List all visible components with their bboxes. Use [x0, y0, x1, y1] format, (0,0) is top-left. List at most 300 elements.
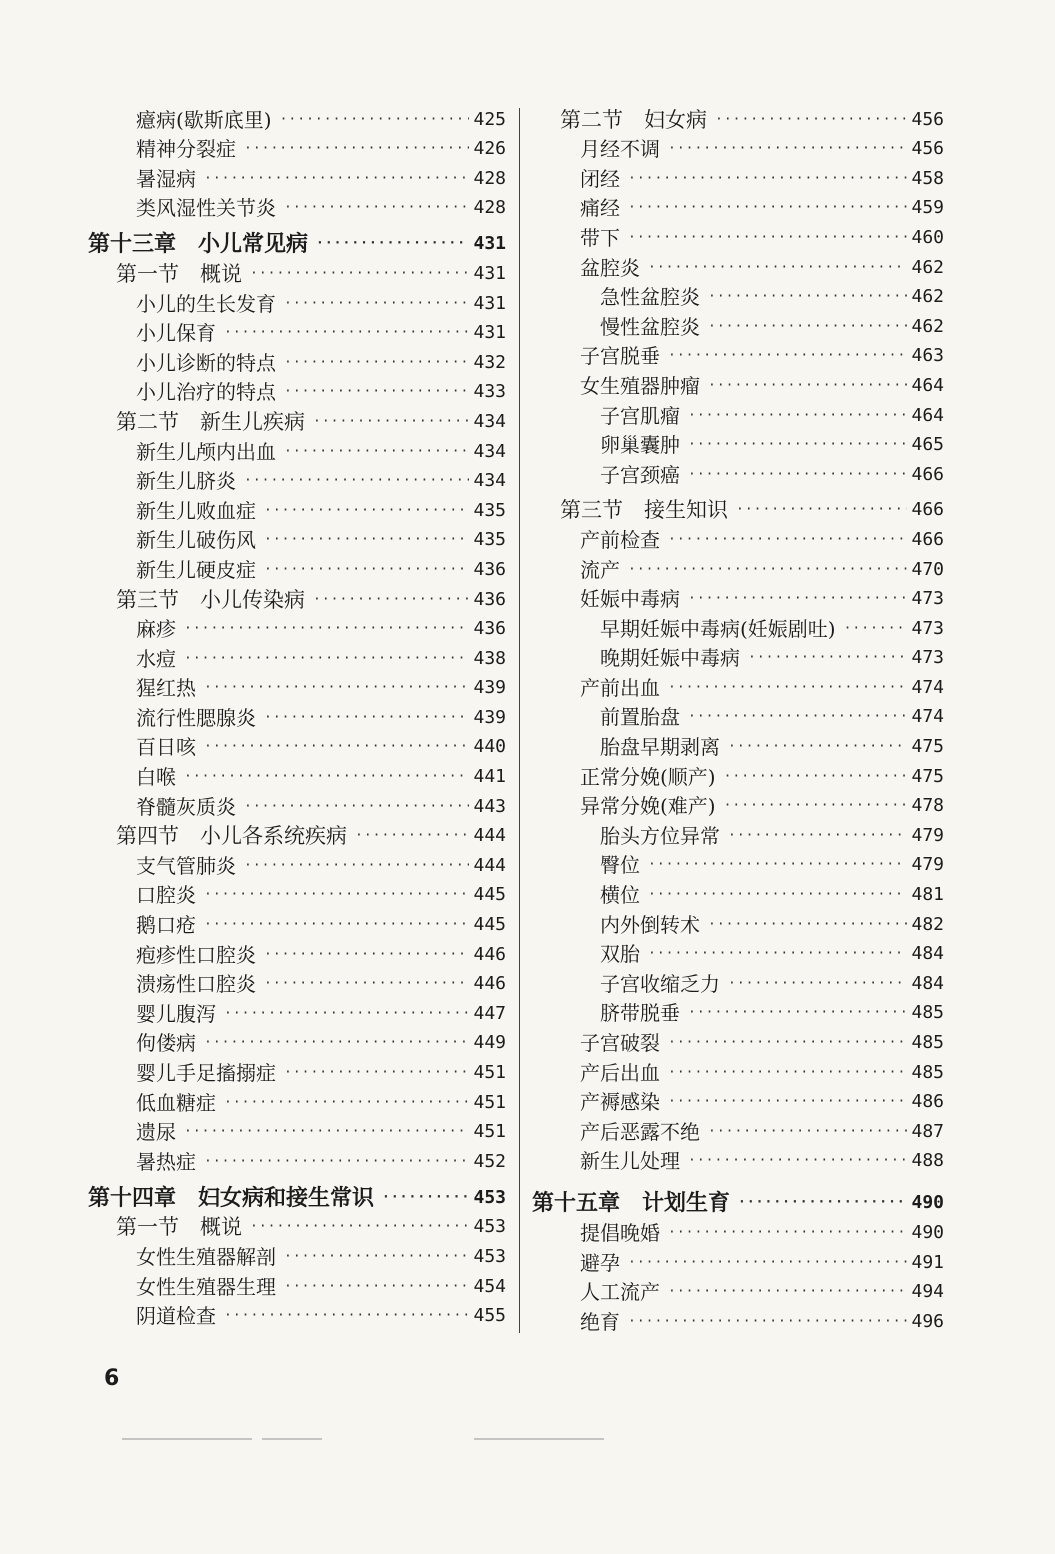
toc-entry-title: 新生儿硬皮症: [136, 557, 256, 582]
toc-entry-page: 462: [911, 256, 944, 278]
toc-entry-page: 465: [911, 434, 944, 456]
toc-entry-page: 490: [911, 1192, 944, 1214]
dot-leader: [284, 1066, 469, 1080]
toc-entry-title: 带下: [580, 225, 620, 250]
toc-entry-page: 479: [911, 824, 944, 846]
toc-entry-title: 第一节 概说: [116, 261, 242, 286]
toc-entry-title: 绝育: [580, 1309, 620, 1334]
toc-entry: [532, 1274, 944, 1304]
dot-leader: [628, 172, 907, 186]
dot-leader: [204, 1036, 469, 1050]
dot-leader: [204, 681, 469, 695]
toc-entry-title: 水痘: [136, 646, 176, 671]
dot-leader: [184, 1125, 469, 1139]
toc-entry: [88, 1114, 506, 1144]
toc-entry-title: 暑湿病: [136, 166, 196, 191]
toc-entry: [88, 1298, 506, 1328]
toc-entry-title: 产前出血: [580, 675, 660, 700]
dot-leader: [355, 829, 469, 843]
toc-entry: [88, 1238, 506, 1268]
toc-entry: [88, 255, 506, 285]
dot-leader: [668, 681, 907, 695]
toc-entry: [88, 699, 506, 729]
toc-entry: [88, 101, 506, 131]
toc-entry-page: 443: [473, 795, 506, 817]
toc-entry: [88, 729, 506, 759]
toc-entry-title: 癔病(歇斯底里): [136, 107, 272, 132]
toc-entry: [88, 611, 506, 641]
toc-entry-page: 434: [473, 470, 506, 492]
toc-entry-page: 475: [911, 765, 944, 787]
toc-entry-page: 438: [473, 647, 506, 669]
dot-leader: [688, 1006, 907, 1020]
toc-entry-title: 新生儿破伤风: [136, 528, 256, 553]
dot-leader: [728, 977, 907, 991]
toc-entry-title: 第三节 接生知识: [560, 498, 728, 523]
dot-leader: [668, 1036, 907, 1050]
dot-leader: [280, 113, 470, 127]
toc-entry-title: 脊髓灰质炎: [136, 794, 236, 819]
toc-entry-title: 口腔炎: [136, 883, 196, 908]
toc-entry: [532, 492, 944, 522]
dot-leader: [244, 859, 469, 873]
toc-entry-page: 475: [911, 736, 944, 758]
toc-entry-title: 小儿保育: [136, 321, 216, 346]
toc-entry-page: 466: [911, 528, 944, 550]
dot-leader: [284, 385, 469, 399]
dot-leader: [688, 710, 907, 724]
toc-entry-title: 疱疹性口腔炎: [136, 942, 256, 967]
dot-leader: [284, 297, 469, 311]
dot-leader: [668, 349, 907, 363]
toc-entry-page: 486: [911, 1091, 944, 1113]
column-divider: [519, 108, 520, 1333]
toc-entry: [88, 906, 506, 936]
toc-entry-title: 新生儿处理: [580, 1149, 680, 1174]
dot-leader: [264, 711, 469, 725]
toc-entry-title: 小儿诊断的特点: [136, 350, 276, 375]
dot-leader: [708, 918, 907, 932]
dot-leader: [688, 468, 907, 482]
toc-entry: [88, 315, 506, 345]
dot-leader: [313, 593, 469, 607]
toc-entry-page: 459: [911, 197, 944, 219]
toc-entry-title: 流行性腮腺炎: [136, 705, 256, 730]
toc-entry: [88, 1054, 506, 1084]
dot-leader: [204, 888, 469, 902]
toc-entry-page: 479: [911, 854, 944, 876]
toc-entry: [532, 190, 944, 220]
toc-entry: [88, 160, 506, 190]
toc-entry: [532, 456, 944, 486]
toc-entry-page: 484: [911, 943, 944, 965]
toc-entry-title: 子宫颈癌: [600, 462, 680, 487]
toc-entry-page: 434: [473, 440, 506, 462]
toc-entry: [532, 876, 944, 906]
toc-entry-title: 胎头方位异常: [600, 823, 720, 848]
toc-entry-page: 436: [473, 588, 506, 610]
toc-entry: [88, 285, 506, 315]
dot-leader: [668, 1285, 907, 1299]
dot-leader: [284, 1250, 469, 1264]
page-number: 6: [104, 1366, 120, 1391]
dot-leader: [738, 1196, 907, 1210]
toc-entry: [88, 551, 506, 581]
toc-entry: [532, 338, 944, 368]
dot-leader: [264, 504, 469, 518]
toc-entry-title: 类风湿性关节炎: [136, 196, 276, 221]
toc-entry-page: 431: [473, 322, 506, 344]
toc-entry-title: 新生儿脐炎: [136, 469, 236, 494]
toc-entry: [88, 433, 506, 463]
toc-entry: [88, 1084, 506, 1114]
toc-entry-title: 卵巢囊肿: [600, 433, 680, 458]
toc-entry-title: 婴儿腹泻: [136, 1001, 216, 1026]
toc-entry: [88, 1268, 506, 1298]
toc-entry-title: 新生儿颅内出血: [136, 439, 276, 464]
toc-entry: [88, 522, 506, 552]
toc-entry-title: 产前检查: [580, 527, 660, 552]
toc-entry-page: 456: [911, 138, 944, 160]
toc-entry-title: 急性盆腔炎: [600, 285, 700, 310]
toc-entry-page: 482: [911, 913, 944, 935]
dot-leader: [628, 563, 907, 577]
scan-smudge: [122, 1438, 252, 1440]
toc-entry-page: 488: [911, 1150, 944, 1172]
toc-entry-page: 454: [473, 1275, 506, 1297]
toc-entry: [532, 427, 944, 457]
dot-leader: [688, 438, 907, 452]
dot-leader: [668, 142, 907, 156]
toc-entry-page: 431: [473, 262, 506, 284]
toc-entry-page: 439: [473, 677, 506, 699]
toc-entry-page: 481: [911, 884, 944, 906]
toc-entry-title: 子宫收缩乏力: [600, 971, 720, 996]
dot-leader: [648, 947, 907, 961]
toc-entry: [88, 640, 506, 670]
toc-entry: [532, 906, 944, 936]
toc-entry: [532, 367, 944, 397]
toc-entry-page: 453: [473, 1216, 506, 1238]
toc-entry: [532, 610, 944, 640]
toc-entry-title: 异常分娩(难产): [580, 794, 716, 819]
dot-leader: [284, 445, 469, 459]
toc-entry-page: 432: [473, 351, 506, 373]
toc-entry-page: 436: [473, 558, 506, 580]
toc-entry-page: 451: [473, 1062, 506, 1083]
toc-entry-title: 女性生殖器生理: [136, 1274, 276, 1299]
toc-entry-title: 支气管肺炎: [136, 853, 236, 878]
toc-entry: [88, 670, 506, 700]
toc-column-left: [88, 101, 506, 1327]
toc-entry-page: 431: [473, 292, 506, 314]
dot-leader: [844, 622, 908, 636]
toc-entry: [88, 966, 506, 996]
toc-entry-page: 453: [473, 1186, 506, 1208]
dot-leader: [728, 829, 907, 843]
toc-entry-page: 451: [473, 1091, 506, 1113]
dot-leader: [264, 977, 469, 991]
toc-entry: [88, 581, 506, 611]
toc-entry: [88, 1173, 506, 1209]
toc-entry: [532, 581, 944, 611]
toc-entry-title: 子宫破裂: [580, 1031, 660, 1055]
toc-entry-page: 460: [911, 226, 944, 248]
dot-leader: [264, 563, 469, 577]
dot-leader: [648, 261, 907, 275]
toc-entry-page: 490: [911, 1221, 944, 1243]
toc-entry: [88, 219, 506, 258]
toc-entry-title: 内外倒转术: [600, 912, 700, 937]
dot-leader: [284, 201, 469, 215]
toc-entry: [532, 699, 944, 729]
toc-entry-title: 第十三章 小儿常见病: [88, 231, 309, 258]
toc-entry-page: 431: [473, 233, 506, 255]
toc-entry-page: 452: [473, 1150, 506, 1172]
toc-entry: [88, 403, 506, 433]
toc-entry-title: 子宫脱垂: [580, 344, 660, 369]
toc-entry-title: 第十四章 妇女病和接生常识: [88, 1184, 375, 1211]
toc-entry: [532, 1244, 944, 1274]
toc-entry-title: 小儿的生长发育: [136, 291, 276, 316]
toc-entry-page: 455: [473, 1305, 506, 1327]
toc-entry-page: 473: [911, 647, 944, 669]
toc-entry: [88, 1143, 506, 1173]
toc-entry: [88, 1025, 506, 1055]
toc-entry-page: 484: [911, 972, 944, 994]
toc-entry-title: 女性生殖器解剖: [136, 1244, 276, 1269]
toc-entry-title: 人工流产: [580, 1280, 660, 1305]
toc-entry: [532, 728, 944, 758]
toc-entry-title: 晚期妊娠中毒病: [600, 646, 740, 671]
toc-entry: [532, 1143, 944, 1173]
toc-entry: [532, 1178, 944, 1217]
toc-entry-title: 脐带脱垂: [600, 1001, 680, 1026]
toc-entry-title: 鹅口疮: [136, 913, 196, 938]
toc-entry-title: 流产: [580, 557, 620, 582]
toc-entry: [532, 847, 944, 877]
toc-entry: [532, 101, 944, 131]
dot-leader: [715, 113, 907, 127]
toc-entry: [88, 788, 506, 818]
toc-entry-title: 双胎: [600, 942, 640, 967]
toc-entry: [532, 936, 944, 966]
dot-leader: [382, 1191, 469, 1205]
dot-leader: [724, 799, 908, 813]
toc-entry: [532, 219, 944, 249]
toc-entry: [88, 374, 506, 404]
toc-entry-page: 439: [473, 706, 506, 728]
dot-leader: [284, 1280, 469, 1294]
toc-entry-title: 盆腔炎: [580, 255, 640, 280]
dot-leader: [264, 948, 469, 962]
toc-entry: [532, 279, 944, 309]
dot-leader: [204, 1155, 469, 1169]
toc-entry-title: 佝偻病: [136, 1031, 196, 1056]
dot-leader: [250, 267, 469, 281]
toc-entry-page: 445: [473, 914, 506, 936]
toc-entry: [532, 965, 944, 995]
toc-entry-title: 遗尿: [136, 1120, 176, 1145]
toc-entry-title: 产后出血: [580, 1060, 660, 1085]
toc-entry: [532, 669, 944, 699]
toc-entry-title: 新生儿败血症: [136, 498, 256, 523]
toc-entry-title: 月经不调: [580, 137, 660, 162]
dot-leader: [224, 326, 469, 340]
dot-leader: [264, 533, 469, 547]
dot-leader: [668, 1066, 907, 1080]
toc-entry-page: 444: [473, 854, 506, 876]
toc-entry-title: 前置胎盘: [600, 705, 680, 730]
toc-entry-page: 462: [911, 315, 944, 337]
toc-entry-title: 女生殖器肿瘤: [580, 373, 700, 398]
toc-entry-title: 猩红热: [136, 676, 196, 701]
toc-entry-title: 白喉: [136, 765, 176, 790]
toc-entry: [532, 1113, 944, 1143]
toc-entry-page: 447: [473, 1002, 506, 1024]
dot-leader: [688, 592, 907, 606]
toc-entry: [88, 847, 506, 877]
toc-entry-page: 470: [911, 558, 944, 580]
toc-entry: [532, 249, 944, 279]
dot-leader: [688, 409, 907, 423]
toc-entry: [532, 308, 944, 338]
toc-entry: [88, 492, 506, 522]
toc-entry: [532, 1214, 944, 1244]
toc-entry-title: 臀位: [600, 853, 640, 878]
toc-entry-title: 小儿治疗的特点: [136, 380, 276, 405]
dot-leader: [748, 651, 907, 665]
toc-entry-page: 441: [473, 766, 506, 788]
toc-entry-title: 提倡晚婚: [580, 1220, 660, 1245]
toc-entry: [88, 818, 506, 848]
toc-entry-page: 485: [911, 1002, 944, 1024]
toc-entry: [88, 463, 506, 493]
toc-entry-page: 435: [473, 499, 506, 521]
toc-entry-page: 453: [473, 1245, 506, 1267]
toc-entry: [532, 1024, 944, 1054]
toc-entry-title: 溃疡性口腔炎: [136, 972, 256, 997]
toc-entry-page: 473: [911, 617, 944, 639]
toc-entry-title: 婴儿手足搐搦症: [136, 1061, 276, 1085]
toc-entry-title: 早期妊娠中毒病(妊娠剧吐): [600, 616, 836, 641]
toc-entry-title: 百日咳: [136, 735, 196, 760]
toc-entry-title: 横位: [600, 883, 640, 908]
toc-entry-title: 第四节 小儿各系统疾病: [116, 824, 347, 849]
toc-entry-title: 第二节 新生儿疾病: [116, 409, 305, 434]
dot-leader: [668, 1095, 907, 1109]
toc-entry-page: 485: [911, 1032, 944, 1053]
dot-leader: [648, 888, 907, 902]
toc-entry-page: 440: [473, 736, 506, 758]
toc-entry: [532, 1303, 944, 1333]
toc-entry: [88, 1209, 506, 1239]
toc-entry-page: 458: [911, 167, 944, 189]
toc-entry-page: 428: [473, 197, 506, 219]
scan-smudge: [474, 1438, 604, 1440]
dot-leader: [244, 800, 469, 814]
toc-entry: [532, 160, 944, 190]
dot-leader: [708, 290, 907, 304]
dot-leader: [668, 533, 907, 547]
dot-leader: [204, 918, 469, 932]
toc-entry: [88, 995, 506, 1025]
dot-leader: [628, 1256, 907, 1270]
toc-entry-page: 445: [473, 884, 506, 906]
toc-entry-page: 466: [911, 463, 944, 485]
dot-leader: [628, 1315, 907, 1329]
toc-entry-page: 474: [911, 706, 944, 728]
toc-column-right: [532, 101, 944, 1333]
toc-entry-page: 491: [911, 1251, 944, 1273]
toc-entry-page: 434: [473, 410, 506, 432]
toc-entry-page: 456: [911, 108, 944, 130]
dot-leader: [668, 1226, 907, 1240]
toc-entry-title: 慢性盆腔炎: [600, 314, 700, 339]
toc-entry-title: 避孕: [580, 1250, 620, 1275]
toc-entry-title: 第三节 小儿传染病: [116, 587, 305, 612]
dot-leader: [184, 652, 469, 666]
toc-entry: [532, 551, 944, 581]
dot-leader: [224, 1096, 469, 1110]
dot-leader: [316, 237, 469, 251]
toc-entry: [88, 877, 506, 907]
dot-leader: [224, 1309, 469, 1323]
toc-entry-title: 精神分裂症: [136, 137, 236, 162]
toc-entry-page: 466: [911, 499, 944, 521]
toc-entry-page: 485: [911, 1061, 944, 1083]
dot-leader: [184, 622, 469, 636]
toc-entry-page: 451: [473, 1121, 506, 1143]
dot-leader: [313, 415, 469, 429]
scan-smudge: [262, 1438, 322, 1440]
toc-entry-page: 473: [911, 588, 944, 610]
toc-entry-page: 436: [473, 618, 506, 640]
toc-entry-page: 446: [473, 973, 506, 995]
toc-entry-title: 正常分娩(顺产): [580, 764, 716, 789]
toc-entry-page: 464: [911, 374, 944, 396]
toc-entry-title: 暑热症: [136, 1149, 196, 1174]
toc-entry-title: 妊娠中毒病: [580, 587, 680, 612]
toc-entry: [532, 397, 944, 427]
dot-leader: [628, 201, 907, 215]
toc-entry: [532, 131, 944, 161]
dot-leader: [244, 474, 469, 488]
dot-leader: [708, 379, 907, 393]
dot-leader: [724, 770, 908, 784]
toc-entry: [88, 344, 506, 374]
toc-entry: [532, 1054, 944, 1084]
toc-entry-title: 痛经: [580, 196, 620, 221]
dot-leader: [244, 142, 469, 156]
dot-leader: [628, 231, 907, 245]
toc-entry-page: 464: [911, 404, 944, 426]
toc-entry: [532, 758, 944, 788]
toc-entry: [532, 640, 944, 670]
toc-entry-title: 麻疹: [136, 617, 176, 642]
toc-entry-title: 胎盘早期剥离: [600, 735, 720, 760]
toc-entry: [88, 936, 506, 966]
toc-entry-page: 446: [473, 943, 506, 965]
dot-leader: [284, 356, 469, 370]
dot-leader: [736, 503, 907, 517]
toc-entry-title: 第一节 概说: [116, 1215, 242, 1240]
dot-leader: [708, 320, 907, 334]
toc-entry: [532, 788, 944, 818]
dot-leader: [204, 172, 469, 186]
toc-entry: [88, 131, 506, 161]
toc-entry-title: 低血糖症: [136, 1090, 216, 1115]
